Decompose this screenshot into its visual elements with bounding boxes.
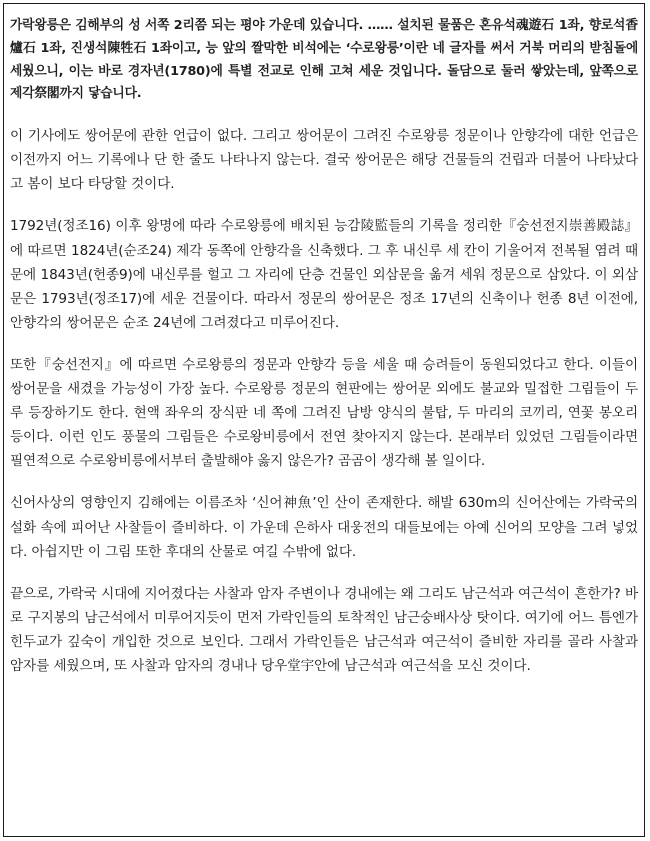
paragraph-gap [10,564,638,582]
paragraph-gap [10,473,638,491]
body-paragraph-1: 이 기사에도 쌍어문에 관한 언급이 없다. 그리고 쌍어문이 그려진 수로왕릉 정문이나 안향각에 대한 언급은 이전까지 어느 기록에나 단 한 줄도 나타나지 않는다. 결국 쌍어문은 해당 건물들의 건립과 더불어 나타났다고 봄이 보다 타당할 것이다. [10,128,638,193]
quoted-record-paragraph: 가락왕릉은 김해부의 성 서쪽 2리쯤 되는 평야 가운데 있습니다. …… 설치된 물품은 혼유석魂遊石 1좌, 향로석香爐石 1좌, 진생석陳牲石 1좌이고, 능 앞의 짤막한 비석에는 ‘수로왕릉’이란 네 글자를 써서 거북 머리의 받침돌에 세웠으니, 이는 바로 경자년(1780)에 특별 전교로 인해 고쳐 세운 것입니다. 돌담으로 둘러 쌓았는데, 앞쪽으로 제각祭閣까지 닿습니다. [10,18,638,102]
body-paragraph-4: 신어사상의 영향인지 김해에는 이름조차 ‘신어神魚’인 산이 존재한다. 해발 630m의 신어산에는 가락국의 설화 속에 피어난 사찰들이 즐비하다. 이 가운데 은하사 대웅전의 대들보에는 아예 신어의 모양을 그려 넣었다. 아쉽지만 이 그림 또한 후대의 산물로 여길 수밖에 없다. [10,495,638,560]
paragraph-gap [10,196,638,214]
paragraph-gap [10,106,638,124]
paragraph-gap [10,335,638,353]
body-paragraph-3: 또한『숭선전지』에 따르면 수로왕릉의 정문과 안향각 등을 세울 때 승려들이 동원되었다고 한다. 이들이 쌍어문을 새겼을 가능성이 가장 높다. 수로왕릉 정문의 현판에는 쌍어문 외에도 불교와 밀접한 그림들이 두루 등장하기도 한다. 현액 좌우의 장식판 네 쪽에 그려진 남방 양식의 불탑, 두 마리의 코끼리, 연꽃 봉오리 등이다. 이런 인도 풍물의 그림들은 수로왕비릉에서 전연 찾아지지 않는다. 본래부터 있었던 그림들이라면 필연적으로 수로왕비릉에서부터 출발해야 옳지 않은가? 곰곰이 생각해 볼 일이다. [10,356,638,470]
document-page [3,3,645,837]
body-paragraph-5: 끝으로, 가락국 시대에 지어졌다는 사찰과 암자 주변이나 경내에는 왜 그리도 남근석과 여근석이 흔한가? 바로 구지봉의 남근석에서 미루어지듯이 먼저 가락인들의 토착적인 남근숭배사상 탓이다. 여기에 어느 틈엔가 힌두교가 깊숙이 개입한 것으로 보인다. 그래서 가락인들은 남근석과 여근석이 즐비한 자리를 골라 사찰과 암자를 세웠으며, 또 사찰과 암자의 경내나 당우堂宇안에 남근석과 여근석을 모신 것이다. [10,585,638,674]
body-paragraph-2: 1792년(정조16) 이후 왕명에 따라 수로왕릉에 배치된 능감陵監들의 기록을 정리한『숭선전지崇善殿誌』에 따르면 1824년(순조24) 제각 동쪽에 안향각을 신축했다. 그 후 내신루 세 칸이 기울어져 전복될 염려 때문에 1843년(헌종9)에 내신루를 헐고 그 자리에 단층 건물인 외삼문을 옮겨 세워 정문으로 삼았다. 이 외삼문은 1793년(정조17)에 세운 건물이다. 따라서 정문의 쌍어문은 정조 17년의 신축이나 헌종 8년 이전에, 안향각의 쌍어문은 순조 24년에 그려졌다고 미루어진다. [10,218,638,331]
